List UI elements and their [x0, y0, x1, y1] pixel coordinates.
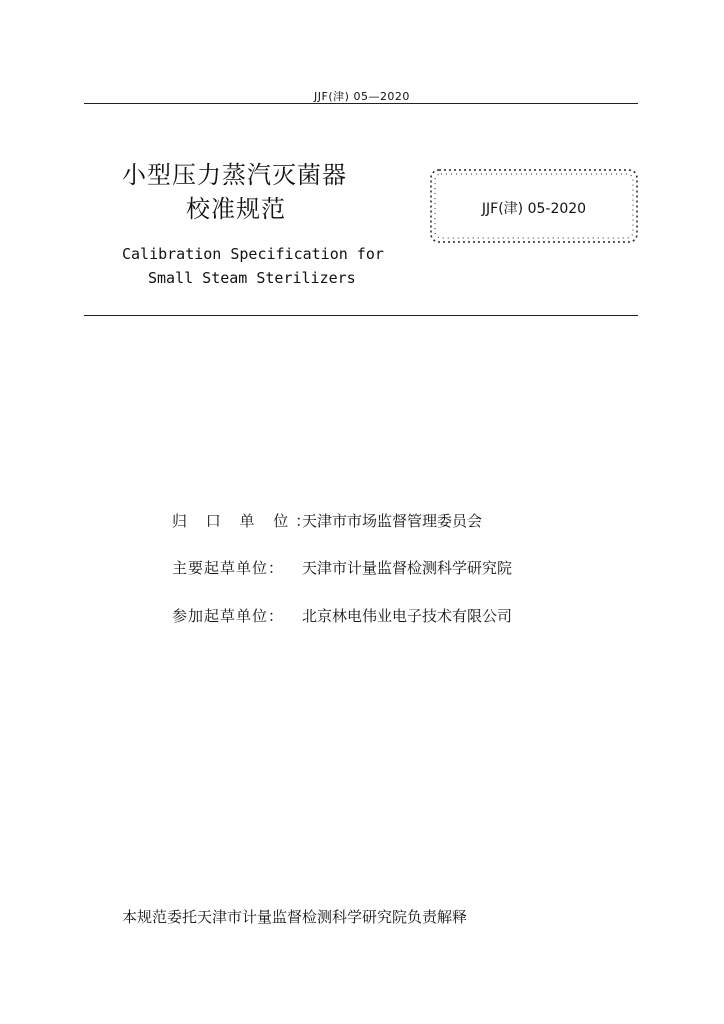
interpretation-note: 本规范委托天津市计量监督检测科学研究院负责解释 [122, 908, 468, 926]
main-drafting-unit-row [172, 557, 512, 578]
main-drafting-unit-value: 天津市计量监督检测科学研究院 [302, 559, 513, 577]
chinese-title-line2: 校准规范 [186, 195, 286, 223]
chinese-title-line1: 小型压力蒸汽灭菌器 [122, 161, 347, 189]
main-drafting-unit-label: 主要起草单位： [172, 559, 285, 577]
header-standard-code: JJF(津) 05—2020 [314, 90, 410, 103]
english-title-line1: Calibration Specification for [122, 245, 384, 263]
participating-unit-label: 参加起草单位： [172, 607, 285, 625]
participating-unit-value: 北京林电伟业电子技术有限公司 [302, 607, 513, 625]
english-title [122, 242, 384, 290]
participating-unit-row [172, 605, 512, 626]
standard-code-text: JJF(津) 05-2020 [481, 201, 587, 217]
responsible-unit-value: 天津市市场监督管理委员会 [302, 512, 483, 530]
responsible-unit-label: 归 口 单 位： [172, 512, 318, 530]
english-title-line2: Small Steam Sterilizers [148, 269, 356, 287]
chinese-title [122, 158, 347, 226]
standard-code-box [428, 167, 640, 245]
title-divider [84, 315, 638, 316]
responsible-unit-row [172, 510, 482, 531]
header-divider [84, 103, 638, 104]
